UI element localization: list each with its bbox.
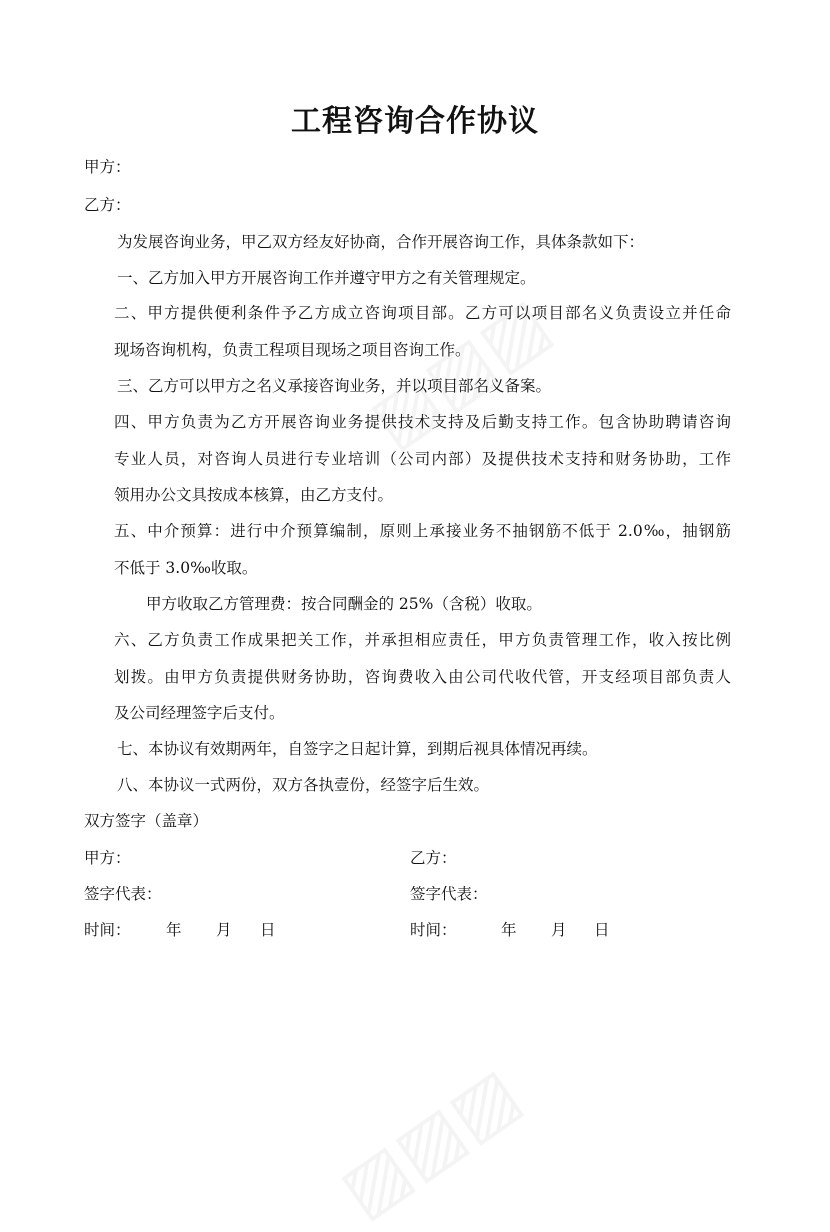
signature-heading: 双方签字（盖章）: [84, 812, 209, 830]
right-year-label: 年: [501, 921, 517, 939]
right-time-label: 时间：: [410, 921, 457, 939]
clause-6-line-1: 六、乙方负责工作成果把关工作，并承担相应责任，甲方负责管理工作，收入按比例: [114, 631, 731, 649]
clause-2-line-1: 二、甲方提供便利条件予乙方成立咨询项目部。乙方可以项目部名义负责设立并任命: [114, 304, 731, 322]
right-party-label: 乙方：: [410, 849, 457, 867]
clause-6-line-3: 及公司经理签字后支付。: [114, 704, 285, 722]
clause-7: 七、本协议有效期两年，自签字之日起计算，到期后视具体情况再续。: [117, 740, 598, 758]
left-rep-label: 签字代表：: [84, 885, 162, 903]
left-day-label: 日: [260, 921, 276, 939]
left-party-label: 甲方：: [84, 849, 131, 867]
right-day-label: 日: [594, 921, 610, 939]
party-a-label: 甲方：: [84, 158, 131, 176]
clause-5-fee: 甲方收取乙方管理费：按合同酬金的 25%（含税）收取。: [146, 595, 542, 613]
clause-4-line-1: 四、甲方负责为乙方开展咨询业务提供技术支持及后勤支持工作。包含协助聘请咨询: [114, 413, 731, 431]
clause-4-line-2: 专业人员，对咨询人员进行专业培训（公司内部）及提供技术支持和财务协助，工作: [114, 450, 731, 468]
left-time-label: 时间：: [84, 921, 131, 939]
intro-paragraph: 为发展咨询业务，甲乙双方经友好协商，合作开展咨询工作，具体条款如下：: [117, 233, 645, 251]
left-year-label: 年: [166, 921, 182, 939]
clause-5-line-2: 不低于 3.0‰收取。: [114, 559, 258, 577]
clause-8: 八、本协议一式两份，双方各执壹份，经签字后生效。: [117, 776, 490, 794]
clause-2-line-2: 现场咨询机构，负责工程项目现场之项目咨询工作。: [114, 341, 471, 359]
clause-4-line-3: 领用办公文具按成本核算，由乙方支付。: [114, 486, 394, 504]
watermark-mark: [324, 1051, 534, 1232]
clause-3: 三、乙方可以甲方之名义承接咨询业务，并以项目部名义备案。: [117, 377, 552, 395]
left-month-label: 月: [216, 921, 232, 939]
clause-1: 一、乙方加入甲方开展咨询工作并遵守甲方之有关管理规定。: [117, 269, 536, 287]
right-month-label: 月: [551, 921, 567, 939]
right-rep-label: 签字代表：: [410, 885, 488, 903]
party-b-label: 乙方：: [84, 196, 131, 214]
document-title: 工程咨询合作协议: [291, 104, 539, 139]
clause-5-line-1: 五、中介预算：进行中介预算编制，原则上承接业务不抽钢筋不低于 2.0‰，抽钢筋: [114, 522, 731, 540]
clause-6-line-2: 划拨。由甲方负责提供财务协助，咨询费收入由公司代收代管，开支经项目部负责人: [114, 668, 731, 686]
